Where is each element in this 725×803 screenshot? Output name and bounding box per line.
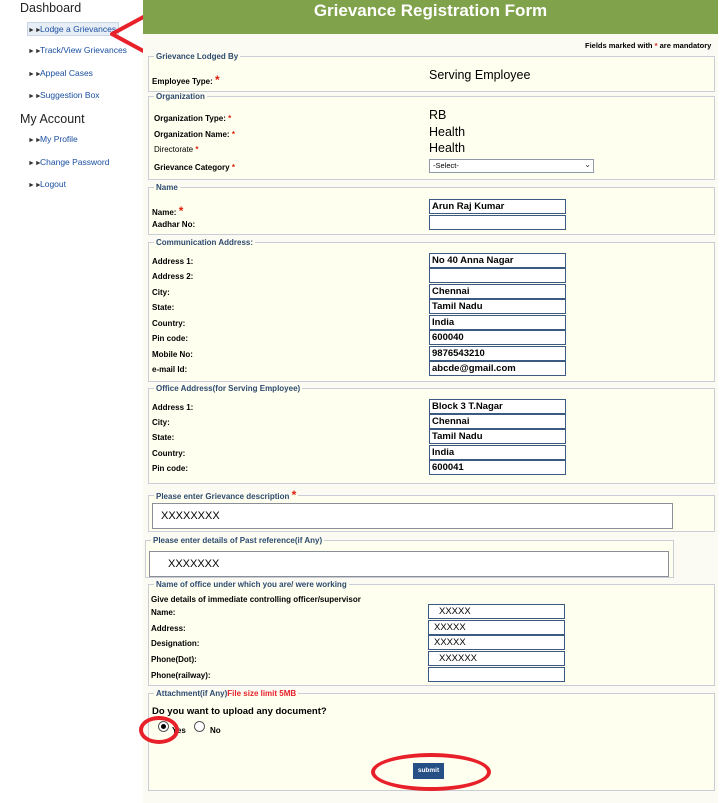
annotation-circle-yes (139, 716, 179, 744)
upload-no-radio[interactable] (194, 721, 205, 732)
comm-country-input[interactable]: India (429, 315, 566, 330)
grievance-category-label: Grievance Category * (154, 163, 235, 172)
comm-label: e-mail Id: (152, 365, 188, 374)
sidebar (0, 0, 143, 803)
comm-label: State: (152, 303, 175, 312)
comm-label: Pin code: (152, 334, 189, 343)
section-legend: Office Address(for Serving Employee) (156, 384, 301, 393)
office-label: Country: (152, 449, 186, 458)
upload-yes-label: Yes (172, 726, 186, 735)
comm-email-input[interactable]: abcde@gmail.com (429, 361, 566, 376)
comm-city-input[interactable]: Chennai (429, 284, 566, 299)
bullet-icon: ►► (28, 93, 42, 100)
bullet-icon: ►► (28, 160, 42, 167)
organization-type-label: Organization Type: * (154, 114, 232, 123)
comm-label: Mobile No: (152, 350, 193, 359)
organization-type-value: RB (429, 108, 447, 122)
officer-phone-dot-input[interactable]: XXXXXX (428, 651, 565, 666)
chevron-down-icon: ⌄ (584, 160, 591, 169)
mandatory-note: Fields marked with * are mandatory (585, 41, 712, 50)
section-legend: Name of office under which you are/ were working (156, 580, 347, 589)
name-label: Name: * (152, 204, 184, 218)
officer-label: Phone(Dot): (151, 655, 197, 664)
comm-label: Country: (152, 319, 186, 328)
grievance-category-select[interactable]: -Select- ⌄ (429, 159, 594, 173)
controlling-office-subheading: Give details of immediate controlling officer/supervisor (151, 595, 361, 604)
directorate-label: Directorate * (154, 145, 199, 154)
bullet-icon: ►► (28, 182, 42, 189)
bullet-icon: ►► (28, 137, 42, 144)
organization-name-label: Organization Name: * (154, 130, 235, 139)
officer-label: Designation: (151, 639, 200, 648)
office-address1-input[interactable]: Block 3 T.Nagar (429, 399, 566, 414)
comm-label: Address 2: (152, 272, 194, 281)
bullet-icon: ►► (28, 71, 42, 78)
office-state-input[interactable]: Tamil Nadu (429, 429, 566, 444)
section-legend: Grievance Lodged By (156, 52, 239, 61)
bullet-icon: ►► (28, 27, 42, 34)
sidebar-item-track-grievances[interactable]: ►►Track/View Grievances (28, 45, 127, 55)
section-legend: Communication Address: (156, 238, 254, 247)
comm-address1-input[interactable]: No 40 Anna Nagar (429, 253, 566, 268)
aadhar-label: Aadhar No: (152, 220, 196, 229)
organization-name-value: Health (429, 125, 466, 139)
section-legend: Please enter Grievance description * (156, 488, 297, 502)
sidebar-item-change-password[interactable]: ►►Change Password (28, 157, 110, 167)
submit-button[interactable]: submit (413, 763, 444, 779)
sidebar-item-lodge-grievance[interactable]: ►►Lodge a Grievances (27, 22, 119, 36)
officer-designation-input[interactable]: XXXXX (428, 635, 565, 650)
comm-mobile-input[interactable]: 9876543210 (429, 346, 566, 361)
name-input[interactable]: Arun Raj Kumar (429, 199, 566, 214)
sidebar-dashboard-heading: Dashboard (20, 1, 82, 15)
section-legend: Please enter details of Past reference(if Any) (153, 536, 323, 545)
office-label: City: (152, 418, 170, 427)
directorate-value: Health (429, 141, 466, 155)
employee-type-value: Serving Employee (429, 68, 531, 82)
office-label: Address 1: (152, 403, 194, 412)
annotation-circle-submit (371, 753, 491, 791)
sidebar-item-my-profile[interactable]: ►►My Profile (28, 134, 78, 144)
sidebar-item-suggestion-box[interactable]: ►►Suggestion Box (28, 90, 100, 100)
past-reference-textarea[interactable]: XXXXXXX (149, 551, 669, 577)
comm-pincode-input[interactable]: 600040 (429, 330, 566, 345)
officer-name-input[interactable]: XXXXX (428, 604, 565, 619)
aadhar-input[interactable] (429, 215, 566, 230)
section-legend: Attachment(if Any)File size limit 5MB (156, 689, 297, 698)
section-legend: Organization (156, 92, 205, 101)
office-pincode-input[interactable]: 600041 (429, 460, 566, 475)
comm-address2-input[interactable] (429, 268, 566, 283)
section-legend: Name (156, 183, 178, 192)
officer-label: Phone(railway): (151, 671, 211, 680)
officer-label: Address: (151, 624, 186, 633)
comm-state-input[interactable]: Tamil Nadu (429, 299, 566, 314)
sidebar-my-account-heading: My Account (20, 112, 85, 126)
officer-label: Name: (151, 608, 176, 617)
employee-type-label: Employee Type: * (152, 73, 220, 87)
officer-phone-railway-input[interactable] (428, 667, 565, 682)
office-label: Pin code: (152, 464, 189, 473)
page-title: Grievance Registration Form (143, 0, 718, 34)
upload-no-label: No (210, 726, 221, 735)
comm-label: Address 1: (152, 257, 194, 266)
office-country-input[interactable]: India (429, 445, 566, 460)
sidebar-item-logout[interactable]: ►►Logout (28, 179, 66, 189)
office-label: State: (152, 433, 175, 442)
comm-label: City: (152, 288, 170, 297)
office-city-input[interactable]: Chennai (429, 414, 566, 429)
upload-question: Do you want to upload any document? (152, 706, 327, 717)
grievance-description-textarea[interactable]: XXXXXXXX (152, 503, 673, 529)
sidebar-item-appeal-cases[interactable]: ►►Appeal Cases (28, 68, 93, 78)
bullet-icon: ►► (28, 48, 42, 55)
officer-address-input[interactable]: XXXXX (428, 620, 565, 635)
